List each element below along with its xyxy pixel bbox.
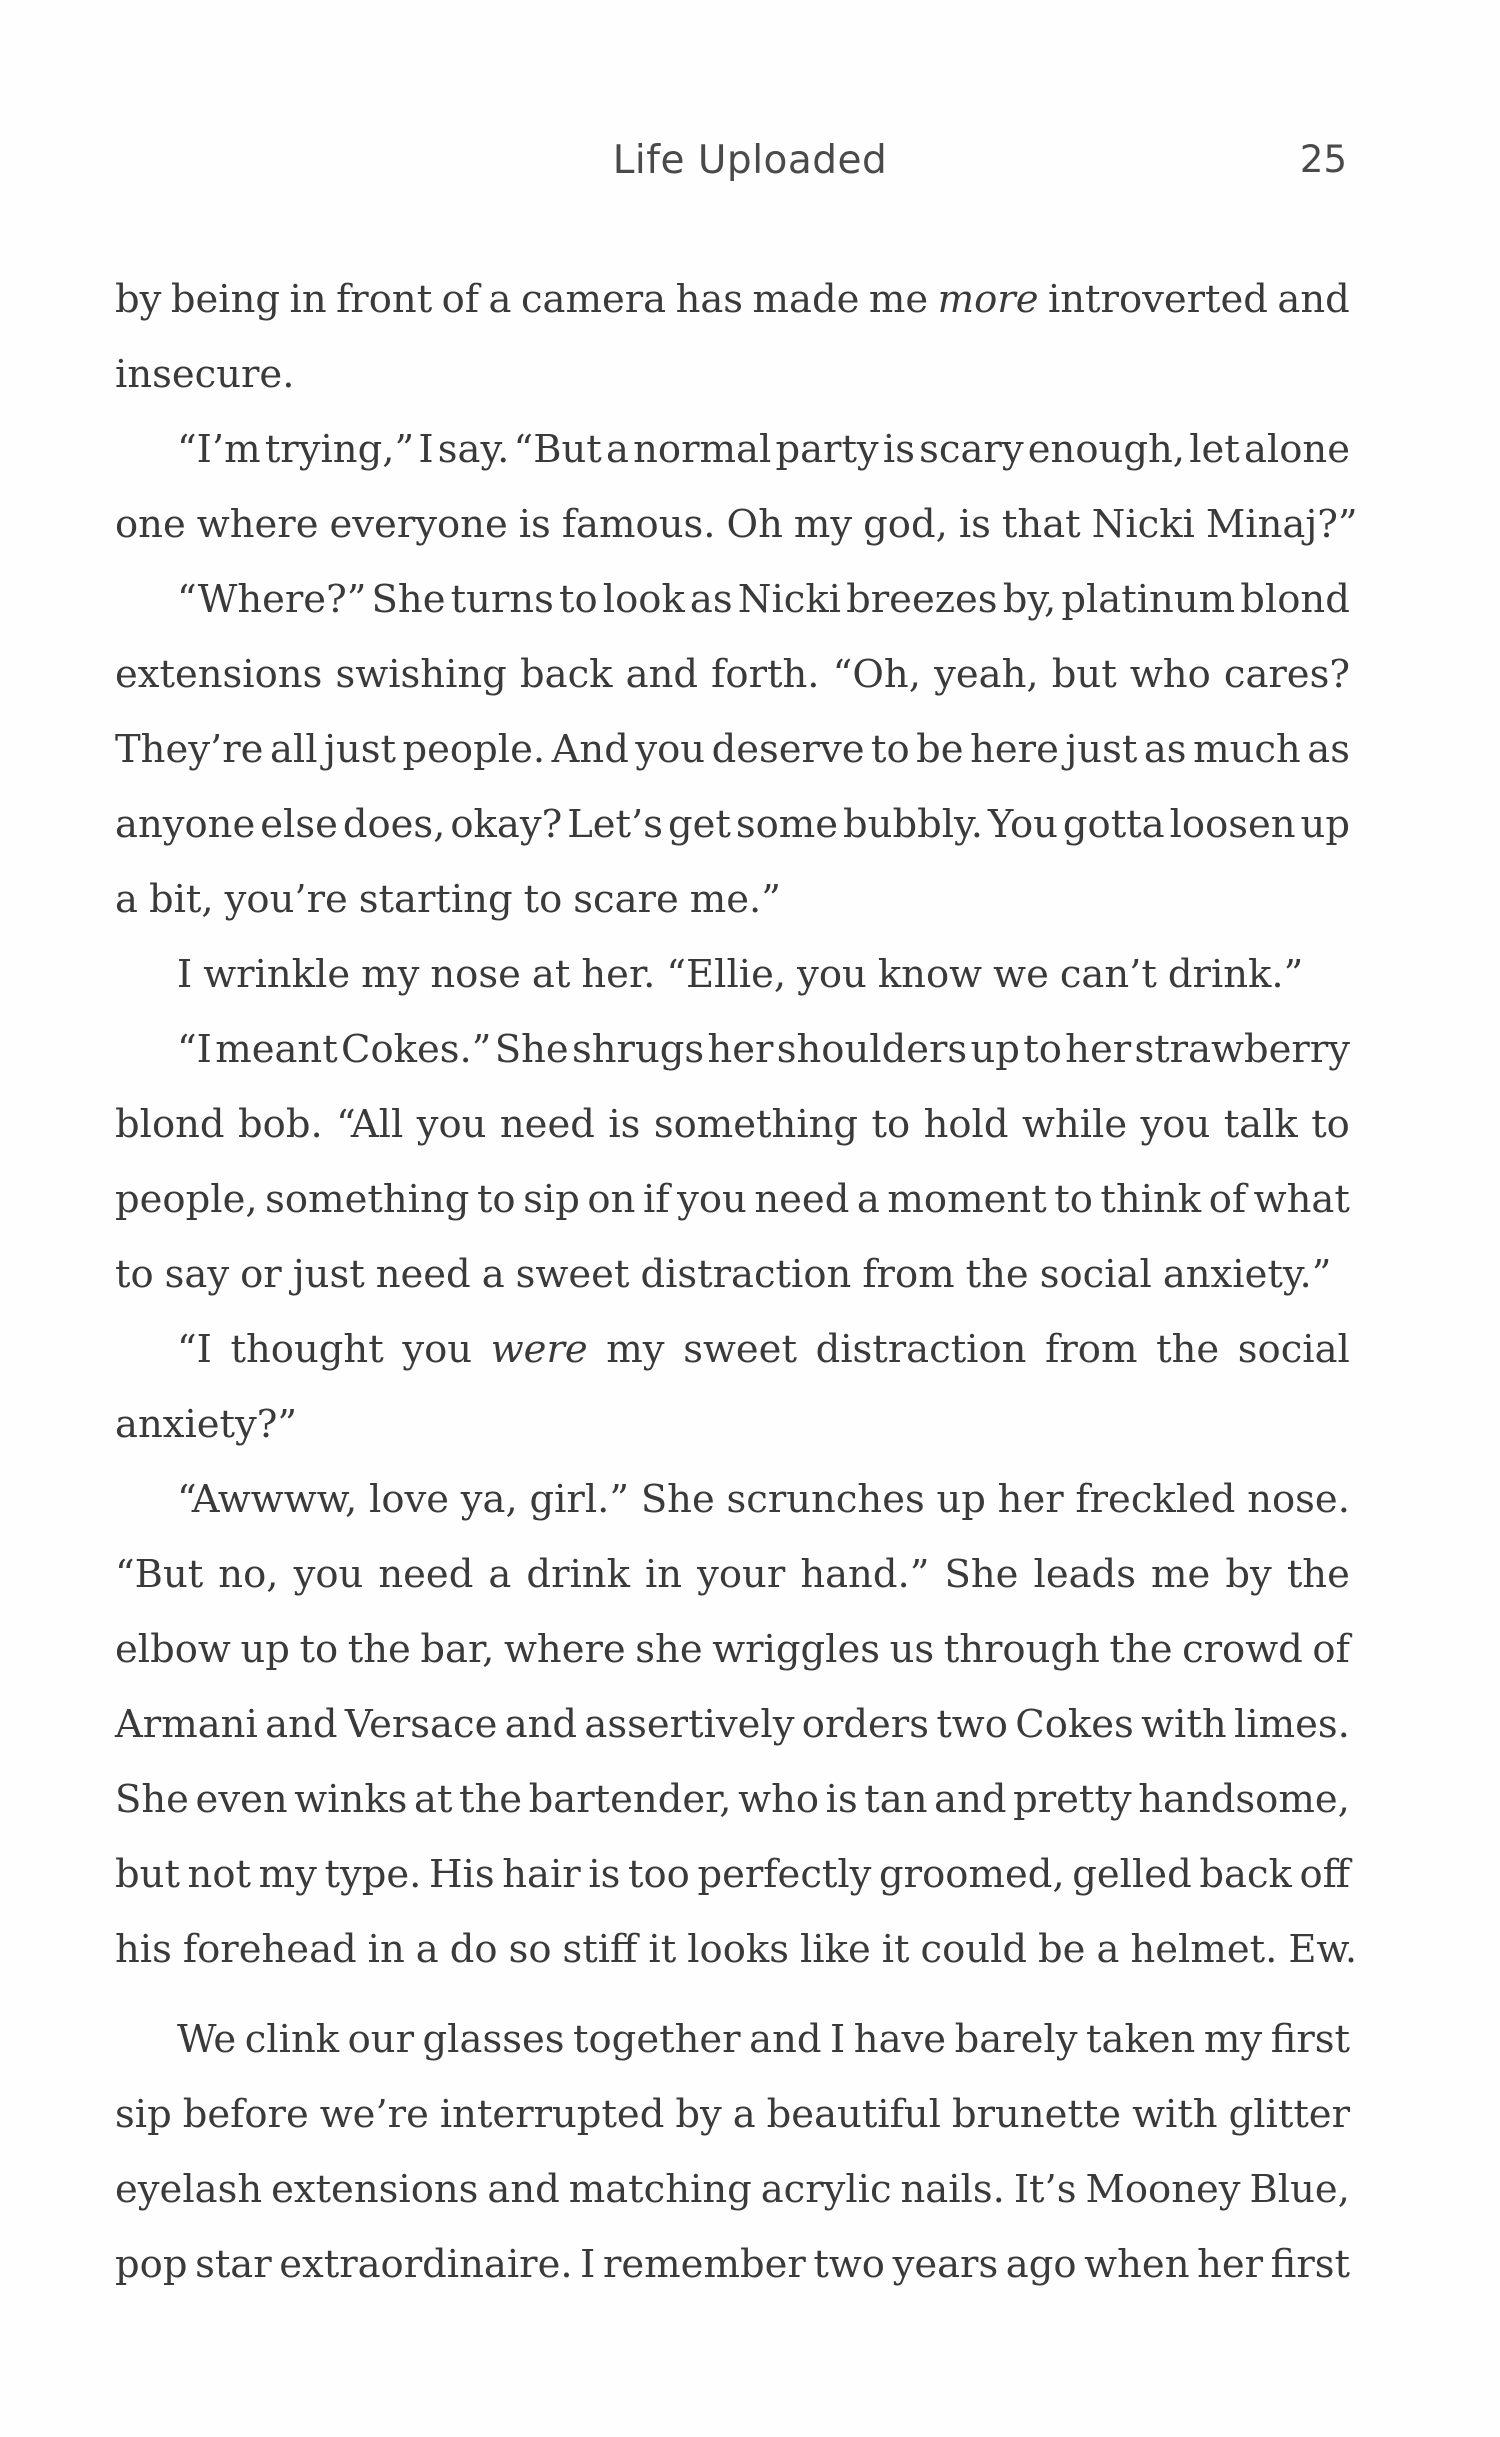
text-line: a bit, you’re starting to scare me.” (115, 877, 781, 922)
text-line: We clink our glasses together and I have barely taken my first (177, 2017, 1350, 2062)
text-line: one where everyone is famous. Oh my god, is that Nicki Minaj?” (115, 502, 1358, 547)
text-line: “I thought you were my sweet distraction from the social (177, 1327, 1350, 1372)
text-line: sip before we’re interrupted by a beautiful brunette with glitter (115, 2092, 1350, 2137)
text-line: I wrinkle my nose at her. “Ellie, you know we can’t drink.” (177, 952, 1304, 997)
text-line: “Awwww, love ya, girl.” She scrunches up her freckled nose. (177, 1477, 1350, 1522)
text-line: “But no, you need a drink in your hand.” She leads me by the (115, 1552, 1350, 1597)
text-line: extensions swishing back and forth. “Oh, yeah, but who cares? (115, 652, 1350, 697)
running-title: Life Uploaded (612, 138, 888, 183)
text-line: by being in front of a camera has made me more introverted and (115, 277, 1350, 322)
text-line: blond bob. “All you need is something to hold while you talk to (115, 1102, 1350, 1147)
page-number: 25 (1299, 138, 1347, 181)
text-line: “Where?” She turns to look as Nicki breezes by, platinum blond (177, 577, 1350, 622)
text-line: “I meant Cokes.” She shrugs her shoulders up to her strawberry (177, 1027, 1350, 1072)
text-line: anyone else does, okay? Let’s get some bubbly. You gotta loosen up (115, 802, 1350, 847)
text-line: pop star extraordinaire. I remember two years ago when her first (115, 2242, 1350, 2287)
text-line: “I’m trying,” I say. “But a normal party is scary enough, let alone (177, 427, 1350, 472)
text-line: elbow up to the bar, where she wriggles us through the crowd of (115, 1627, 1350, 1672)
text-line: people, something to sip on if you need a moment to think of what (115, 1177, 1350, 1222)
text-line: to say or just need a sweet distraction from the social anxiety.” (115, 1252, 1332, 1297)
text-line: anxiety?” (115, 1402, 298, 1447)
text-line: She even winks at the bartender, who is tan and pretty handsome, (115, 1777, 1350, 1822)
text-line: eyelash extensions and matching acrylic nails. It’s Mooney Blue, (115, 2167, 1350, 2212)
text-line: his forehead in a do so stiff it looks like it could be a helmet. Ew. (115, 1927, 1358, 1972)
text-line: insecure. (115, 352, 295, 397)
text-line: They’re all just people. And you deserve to be here just as much as (115, 727, 1350, 772)
body-text (115, 262, 1358, 2302)
text-line: but not my type. His hair is too perfectly groomed, gelled back off (115, 1852, 1350, 1897)
text-line: Armani and Versace and assertively orders two Cokes with limes. (115, 1702, 1350, 1747)
